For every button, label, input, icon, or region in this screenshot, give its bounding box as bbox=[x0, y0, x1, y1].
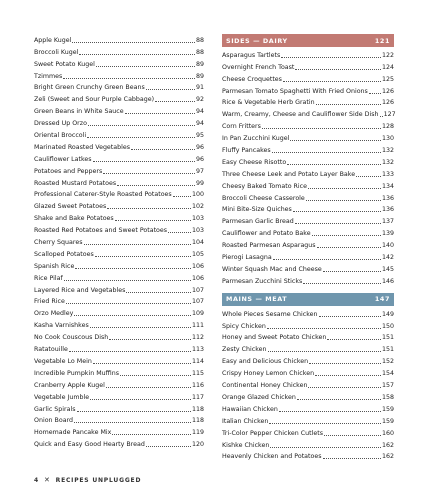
page-number: 132 bbox=[381, 147, 394, 155]
page-number: 103 bbox=[191, 215, 204, 223]
dot-leader bbox=[356, 176, 381, 177]
page-number: 162 bbox=[381, 441, 394, 449]
page-number: 94 bbox=[195, 108, 204, 116]
toc-entry[interactable] bbox=[222, 144, 394, 156]
recipe-title: Three Cheese Leek and Potato Layer Bake bbox=[222, 170, 356, 178]
recipe-title: Homemade Pancake Mix bbox=[34, 429, 112, 437]
recipe-title: Rice Pilaf bbox=[34, 274, 63, 282]
page-number: 112 bbox=[191, 334, 204, 342]
page-number: 100 bbox=[191, 191, 204, 199]
page-number: 130 bbox=[381, 135, 394, 143]
toc-entry[interactable] bbox=[34, 153, 204, 165]
recipe-title: Layered Rice and Vegetables bbox=[34, 286, 126, 294]
crossed-utensils-icon: ✕ bbox=[43, 476, 51, 484]
recipe-title: Overnight French Toast bbox=[222, 63, 295, 71]
toc-entry[interactable] bbox=[222, 61, 394, 73]
page-number: 140 bbox=[381, 242, 394, 250]
toc-entry[interactable] bbox=[222, 156, 394, 168]
page-number: 152 bbox=[381, 358, 394, 366]
page-number: 133 bbox=[381, 170, 394, 178]
dot-leader bbox=[308, 387, 381, 388]
section-header-dairy bbox=[222, 34, 394, 47]
page-number: 136 bbox=[381, 206, 394, 214]
dot-leader bbox=[308, 188, 381, 189]
recipe-title: Potatoes and Peppers bbox=[34, 167, 103, 175]
toc-entry[interactable] bbox=[222, 168, 394, 180]
toc-entry[interactable] bbox=[34, 236, 204, 248]
toc-entry[interactable] bbox=[34, 331, 204, 343]
dot-leader bbox=[315, 375, 381, 376]
recipe-title: Zeli (Sweet and Sour Purple Cabbage) bbox=[34, 96, 155, 104]
recipe-title: Orzo Medley bbox=[34, 310, 74, 318]
page-number: 145 bbox=[381, 265, 394, 273]
toc-entry[interactable] bbox=[34, 82, 204, 94]
right-column bbox=[222, 34, 394, 462]
dot-leader bbox=[75, 268, 191, 269]
page-number: 113 bbox=[191, 346, 204, 354]
toc-entry[interactable] bbox=[34, 93, 204, 105]
recipe-title: Spanish Rice bbox=[34, 262, 75, 270]
page-number: 109 bbox=[191, 310, 204, 318]
toc-entry[interactable] bbox=[34, 307, 204, 319]
toc-entry[interactable] bbox=[34, 200, 204, 212]
recipe-title: No Cook Couscous Dish bbox=[34, 334, 109, 342]
toc-entry[interactable] bbox=[222, 204, 394, 216]
recipe-title: Tzimmes bbox=[34, 72, 63, 80]
page-number: 116 bbox=[191, 381, 204, 389]
toc-entry[interactable] bbox=[34, 177, 204, 189]
dot-leader bbox=[295, 69, 381, 70]
recipe-title: Vegetable Lo Mein bbox=[34, 357, 92, 365]
recipe-title: Roasted Red Potatoes and Sweet Potatoes bbox=[34, 227, 168, 235]
page-number: 158 bbox=[381, 393, 394, 401]
recipe-title: Cranberry Apple Kugel bbox=[34, 381, 105, 389]
page-number: 136 bbox=[381, 194, 394, 202]
dot-leader bbox=[146, 446, 191, 447]
dot-leader bbox=[117, 185, 195, 186]
page-number: 106 bbox=[191, 262, 204, 270]
page-number: 146 bbox=[381, 277, 394, 285]
recipe-title: Crispy Honey Lemon Chicken bbox=[222, 370, 315, 378]
recipe-title: Dressed Up Orzo bbox=[34, 120, 87, 128]
dot-leader bbox=[93, 363, 191, 364]
toc-entry[interactable] bbox=[222, 227, 394, 239]
toc-entry[interactable] bbox=[34, 319, 204, 331]
toc-entry[interactable] bbox=[222, 239, 394, 251]
page-number: 92 bbox=[195, 96, 204, 104]
dot-leader bbox=[290, 140, 381, 141]
recipe-title: Onion Board bbox=[34, 417, 74, 425]
toc-entry[interactable] bbox=[34, 105, 204, 117]
dot-leader bbox=[84, 244, 191, 245]
dot-leader bbox=[273, 259, 381, 260]
toc-entry[interactable] bbox=[34, 438, 204, 450]
recipe-title: Sweet Potato Kugel bbox=[34, 60, 95, 68]
toc-entry[interactable] bbox=[34, 284, 204, 296]
toc-entry[interactable] bbox=[222, 427, 394, 439]
toc-entry[interactable] bbox=[222, 263, 394, 275]
page-number: 128 bbox=[381, 123, 394, 131]
page-number: 157 bbox=[381, 382, 394, 390]
dot-leader bbox=[269, 423, 381, 424]
recipe-title: Corn Fritters bbox=[222, 123, 261, 131]
toc-entry[interactable] bbox=[222, 403, 394, 415]
dot-leader bbox=[323, 271, 381, 272]
recipe-title: Fried Rice bbox=[34, 298, 65, 306]
recipe-title: Ratatouille bbox=[34, 346, 68, 354]
recipe-title: Apple Kugel bbox=[34, 36, 72, 44]
page-number: 94 bbox=[195, 120, 204, 128]
recipe-title: Parmesan Tomato Spaghetti With Fried Onions bbox=[222, 87, 368, 95]
dot-leader bbox=[173, 196, 191, 197]
recipe-title: In Pan Zucchini Kugel bbox=[222, 135, 290, 143]
toc-entry[interactable] bbox=[222, 132, 394, 144]
page-number: 105 bbox=[191, 250, 204, 258]
recipe-title: Fluffy Pancakes bbox=[222, 147, 271, 155]
toc-entry[interactable] bbox=[34, 70, 204, 82]
recipe-title: Easy and Delicious Chicken bbox=[222, 358, 309, 366]
dot-leader bbox=[66, 303, 191, 304]
toc-entry[interactable] bbox=[222, 332, 394, 344]
dot-leader bbox=[107, 208, 191, 209]
toc-entry[interactable] bbox=[34, 379, 204, 391]
page-number: 134 bbox=[381, 182, 394, 190]
toc-entry[interactable] bbox=[34, 403, 204, 415]
page-number: 99 bbox=[195, 179, 204, 187]
recipe-title: Vegetable Jumble bbox=[34, 393, 90, 401]
toc-entry[interactable] bbox=[34, 58, 204, 70]
dot-leader bbox=[109, 339, 191, 340]
dot-leader bbox=[77, 411, 191, 412]
recipe-title: Broccoli Kugel bbox=[34, 48, 79, 56]
toc-entry[interactable] bbox=[222, 180, 394, 192]
dot-leader bbox=[131, 149, 195, 150]
dot-leader bbox=[96, 66, 195, 67]
recipe-title: Garlic Spirals bbox=[34, 405, 76, 413]
toc-entry[interactable] bbox=[34, 296, 204, 308]
recipe-title: Hawaiian Chicken bbox=[222, 405, 278, 413]
dot-leader bbox=[303, 283, 381, 284]
page-number: 103 bbox=[191, 227, 204, 235]
recipe-title: Whole Pieces Sesame Chicken bbox=[222, 310, 318, 318]
dot-leader bbox=[319, 316, 381, 317]
recipe-title: Tri-Color Pepper Chicken Cutlets bbox=[222, 429, 323, 437]
recipe-title: Honey and Sweet Potato Chicken bbox=[222, 334, 327, 342]
recipe-title: Mini Bite-Size Quiches bbox=[222, 206, 292, 214]
recipe-title: Bright Green Crunchy Green Beans bbox=[34, 84, 145, 92]
dot-leader bbox=[297, 399, 381, 400]
page-number: 122 bbox=[381, 51, 394, 59]
toc-entry[interactable] bbox=[34, 426, 204, 438]
page-number: 154 bbox=[381, 370, 394, 378]
toc-entry[interactable] bbox=[222, 120, 394, 132]
toc-entry[interactable] bbox=[34, 189, 204, 201]
dot-leader bbox=[323, 458, 381, 459]
page-number: 151 bbox=[381, 346, 394, 354]
dot-leader bbox=[95, 256, 191, 257]
page-number: 107 bbox=[191, 286, 204, 294]
dot-leader bbox=[155, 101, 195, 102]
section-page: 121 bbox=[374, 36, 390, 45]
page-number: 118 bbox=[191, 417, 204, 425]
toc-entry[interactable] bbox=[34, 272, 204, 284]
recipe-title: Professional Caterer-Style Roasted Potatoes bbox=[34, 191, 172, 199]
dot-leader bbox=[306, 200, 381, 201]
toc-entry[interactable] bbox=[34, 224, 204, 236]
toc-entry[interactable] bbox=[222, 215, 394, 227]
page-number: 96 bbox=[195, 143, 204, 151]
toc-entry[interactable] bbox=[222, 320, 394, 332]
dot-leader bbox=[72, 42, 195, 43]
page-number: 95 bbox=[195, 132, 204, 140]
page-number: 4 bbox=[34, 476, 39, 484]
dot-leader bbox=[74, 422, 191, 423]
dot-leader bbox=[272, 152, 381, 153]
dot-leader bbox=[90, 399, 191, 400]
recipe-title: Scalloped Potatoes bbox=[34, 250, 94, 258]
dot-leader bbox=[312, 235, 381, 236]
meat-list bbox=[222, 308, 394, 463]
toc-entry[interactable] bbox=[34, 46, 204, 58]
toc-entry[interactable] bbox=[222, 451, 394, 463]
dot-leader bbox=[262, 128, 381, 129]
toc-entry[interactable] bbox=[34, 248, 204, 260]
toc-entry[interactable] bbox=[222, 251, 394, 263]
recipe-title: Green Beans in White Sauce bbox=[34, 108, 124, 116]
recipe-title: Winter Squash Mac and Cheese bbox=[222, 265, 322, 273]
toc-entry[interactable] bbox=[222, 192, 394, 204]
dot-leader bbox=[168, 232, 191, 233]
recipe-title: Marinated Roasted Vegetables bbox=[34, 143, 131, 151]
recipe-title: Incredible Pumpkin Muffins bbox=[34, 369, 119, 377]
book-title: RECIPES UNPLUGGED bbox=[55, 476, 142, 484]
dot-leader bbox=[88, 125, 195, 126]
page-number: 151 bbox=[381, 334, 394, 342]
recipe-title: Italian Chicken bbox=[222, 417, 269, 425]
recipe-title: Cauliflower Latkes bbox=[34, 155, 92, 163]
section-header-meat bbox=[222, 293, 394, 306]
left-column bbox=[34, 34, 204, 450]
toc-entry[interactable] bbox=[34, 367, 204, 379]
dot-leader bbox=[115, 220, 191, 221]
recipe-title: Cauliflower and Potato Bake bbox=[222, 230, 311, 238]
page-number: 104 bbox=[191, 239, 204, 247]
recipe-title: Shake and Bake Potatoes bbox=[34, 215, 114, 223]
page-number: 159 bbox=[381, 405, 394, 413]
recipe-title: Cheese Croquettes bbox=[222, 75, 282, 83]
toc-entry[interactable] bbox=[34, 415, 204, 427]
recipe-title: Roasted Parmesan Asparagus bbox=[222, 242, 316, 250]
toc-entry[interactable] bbox=[34, 34, 204, 46]
page-number: 106 bbox=[191, 274, 204, 282]
page-number: 118 bbox=[191, 405, 204, 413]
page-number: 126 bbox=[381, 99, 394, 107]
page-number: 97 bbox=[195, 167, 204, 175]
dot-leader bbox=[112, 434, 191, 435]
dot-leader bbox=[125, 113, 195, 114]
recipe-title: Kishke Chicken bbox=[222, 441, 270, 449]
dot-leader bbox=[317, 247, 381, 248]
dot-leader bbox=[90, 327, 191, 328]
page-number: 89 bbox=[195, 72, 204, 80]
toc-entry[interactable] bbox=[34, 391, 204, 403]
toc-entry[interactable] bbox=[222, 439, 394, 451]
toc-entry[interactable] bbox=[222, 49, 394, 61]
dot-leader bbox=[268, 351, 381, 352]
recipe-title: Parmesan Garlic Bread bbox=[222, 218, 294, 226]
dot-leader bbox=[79, 54, 195, 55]
dot-leader bbox=[64, 280, 191, 281]
toc-entry[interactable] bbox=[222, 308, 394, 320]
dot-leader bbox=[293, 211, 381, 212]
recipe-title: Spicy Chicken bbox=[222, 322, 266, 330]
dairy-list bbox=[222, 49, 394, 287]
recipe-title: Pierogi Lasagna bbox=[222, 254, 272, 262]
recipe-title: Parmesan Zucchini Sticks bbox=[222, 277, 303, 285]
recipe-title: Rice & Vegetable Herb Gratin bbox=[222, 99, 315, 107]
recipe-title: Roasted Mustard Potatoes bbox=[34, 179, 117, 187]
dot-leader bbox=[267, 328, 381, 329]
page-number: 115 bbox=[191, 369, 204, 377]
recipe-title: Warm, Creamy, Cheese and Cauliflower Side Dish bbox=[222, 111, 379, 119]
page-number: 139 bbox=[381, 230, 394, 238]
dot-leader bbox=[380, 116, 383, 117]
toc-entry[interactable] bbox=[222, 379, 394, 391]
recipe-title: Heavenly Chicken and Potatoes bbox=[222, 453, 322, 461]
page-number: 119 bbox=[191, 429, 204, 437]
recipe-title: Continental Honey Chicken bbox=[222, 382, 308, 390]
recipe-title: Cheesy Baked Tomato Rice bbox=[222, 182, 308, 190]
dot-leader bbox=[74, 315, 191, 316]
dot-leader bbox=[103, 173, 195, 174]
toc-entry[interactable] bbox=[34, 212, 204, 224]
page-number: 89 bbox=[195, 60, 204, 68]
dot-leader bbox=[106, 387, 191, 388]
recipe-title: Glazed Sweet Potatoes bbox=[34, 203, 107, 211]
toc-entry[interactable] bbox=[222, 73, 394, 85]
page-number: 159 bbox=[381, 417, 394, 425]
toc-entry[interactable] bbox=[34, 117, 204, 129]
dot-leader bbox=[281, 57, 381, 58]
recipe-title: Asparagus Tartlets bbox=[222, 51, 281, 59]
toc-entry[interactable] bbox=[222, 343, 394, 355]
toc-entry[interactable] bbox=[34, 165, 204, 177]
recipe-title: Oriental Broccoli bbox=[34, 132, 87, 140]
dot-leader bbox=[287, 164, 381, 165]
dot-leader bbox=[146, 89, 195, 90]
page-number: 125 bbox=[381, 75, 394, 83]
toc-entry[interactable] bbox=[222, 108, 394, 120]
toc-entry[interactable] bbox=[34, 129, 204, 141]
section-title: MAINS — MEAT bbox=[226, 295, 288, 304]
page-number: 120 bbox=[191, 441, 204, 449]
dot-leader bbox=[316, 104, 381, 105]
page-number: 124 bbox=[381, 63, 394, 71]
page-number: 149 bbox=[381, 310, 394, 318]
dot-leader bbox=[283, 81, 381, 82]
recipe-title: Broccoli Cheese Casserole bbox=[222, 194, 305, 202]
toc-entry[interactable] bbox=[34, 343, 204, 355]
page-number: 114 bbox=[191, 357, 204, 365]
section-page: 147 bbox=[374, 295, 390, 304]
toc-entry[interactable] bbox=[222, 391, 394, 403]
toc-entry[interactable] bbox=[34, 260, 204, 272]
recipe-title: Kasha Varnishkes bbox=[34, 322, 89, 330]
page-number: 160 bbox=[381, 429, 394, 437]
recipe-title: Zesty Chicken bbox=[222, 346, 267, 354]
dot-leader bbox=[279, 411, 381, 412]
toc-entry[interactable] bbox=[222, 85, 394, 97]
dot-leader bbox=[270, 447, 381, 448]
page-number: 137 bbox=[381, 218, 394, 226]
toc-entry[interactable] bbox=[222, 275, 394, 287]
section-title: SIDES — DAIRY bbox=[226, 36, 288, 45]
dot-leader bbox=[309, 363, 381, 364]
toc-entry[interactable] bbox=[222, 415, 394, 427]
dot-leader bbox=[63, 78, 195, 79]
dot-leader bbox=[120, 375, 191, 376]
toc-entry[interactable] bbox=[222, 367, 394, 379]
recipe-title: Quick and Easy Good Hearty Bread bbox=[34, 441, 145, 449]
toc-entry[interactable] bbox=[34, 355, 204, 367]
dot-leader bbox=[93, 161, 195, 162]
dot-leader bbox=[369, 93, 381, 94]
recipe-title: Cherry Squares bbox=[34, 239, 83, 247]
page-number: 88 bbox=[195, 36, 204, 44]
dot-leader bbox=[69, 351, 191, 352]
page-number: 91 bbox=[195, 84, 204, 92]
recipe-title: Orange Glazed Chicken bbox=[222, 393, 296, 401]
toc-entry[interactable] bbox=[34, 141, 204, 153]
page-number: 162 bbox=[381, 453, 394, 461]
page-number: 126 bbox=[381, 87, 394, 95]
page-number: 142 bbox=[381, 254, 394, 262]
page-number: 127 bbox=[383, 111, 396, 119]
page-number: 150 bbox=[381, 322, 394, 330]
dot-leader bbox=[295, 223, 381, 224]
page-number: 96 bbox=[195, 155, 204, 163]
page-number: 107 bbox=[191, 298, 204, 306]
page-number: 132 bbox=[381, 158, 394, 166]
page-number: 117 bbox=[191, 393, 204, 401]
dot-leader bbox=[126, 292, 191, 293]
dot-leader bbox=[327, 339, 381, 340]
recipe-title: Easy Cheese Risotto bbox=[222, 158, 287, 166]
dot-leader bbox=[87, 137, 195, 138]
dot-leader bbox=[324, 435, 381, 436]
page-number: 111 bbox=[191, 322, 204, 330]
toc-entry[interactable] bbox=[222, 97, 394, 109]
page-footer bbox=[34, 476, 141, 484]
page-number: 102 bbox=[191, 203, 204, 211]
toc-entry[interactable] bbox=[222, 355, 394, 367]
page-number: 88 bbox=[195, 48, 204, 56]
